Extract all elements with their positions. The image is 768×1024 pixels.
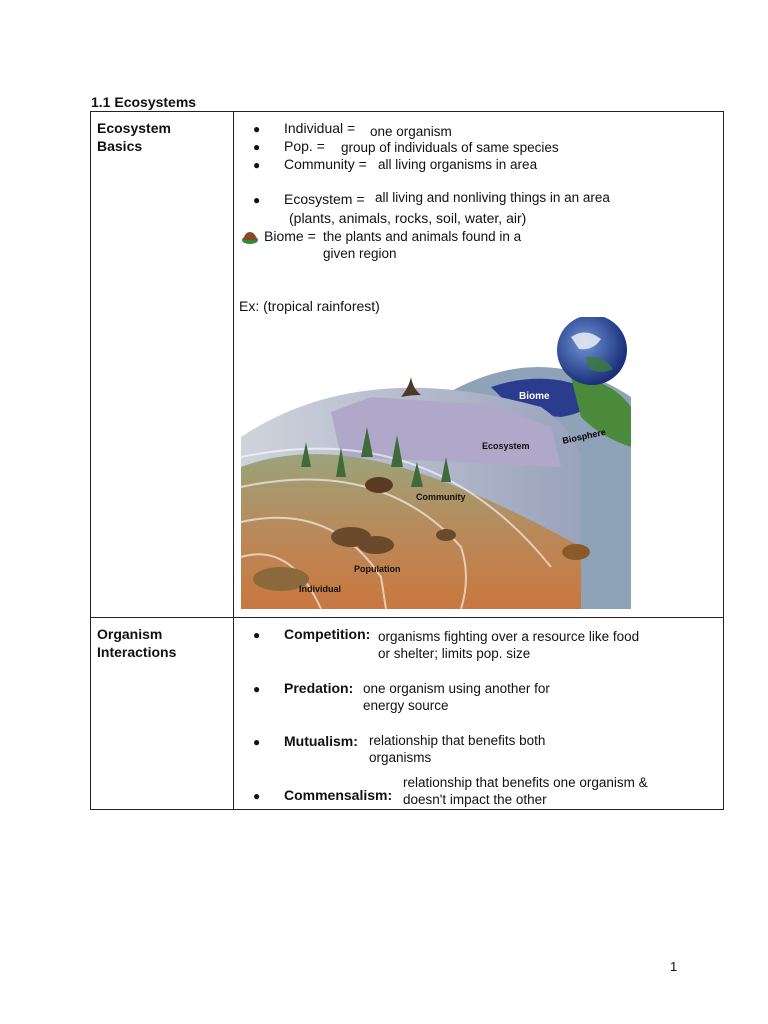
definition-commensalism-line2: doesn't impact the other xyxy=(403,792,547,807)
example-text: Ex: (tropical rainforest) xyxy=(239,298,380,314)
label-individual: Individual xyxy=(299,584,342,594)
label-biosphere: Biosphere xyxy=(561,426,607,446)
bullet-icon: ● xyxy=(253,193,261,207)
term-commensalism: Commensalism: xyxy=(284,787,393,803)
definition-competition: organisms fighting over a resource like food xyxy=(378,629,640,644)
definition-predation: one organism using another for xyxy=(363,681,550,696)
row-heading-line: Ecosystem xyxy=(97,120,171,136)
definition-biome: the plants and animals found in a xyxy=(323,229,522,244)
label-population: Population xyxy=(354,564,401,574)
row-heading-organism-interactions xyxy=(97,625,176,661)
term-individual: Individual = xyxy=(284,120,356,136)
term-ecosystem: Ecosystem = xyxy=(284,191,365,207)
label-ecosystem: Ecosystem xyxy=(482,441,530,451)
section-title: 1.1 Ecosystems xyxy=(91,94,197,110)
row-divider xyxy=(91,617,723,618)
bullet-icon: ● xyxy=(253,682,261,696)
term-population: Pop. = xyxy=(284,138,325,154)
definition-mutualism: relationship that benefits both xyxy=(369,733,546,748)
row-heading-line: Organism xyxy=(97,626,163,642)
notes-table xyxy=(90,111,724,810)
definition-ecosystem-line2: (plants, animals, rocks, soil, water, air) xyxy=(289,210,527,226)
definition-population: group of individuals of same species xyxy=(341,140,559,155)
bullet-icon: ● xyxy=(253,158,261,172)
bullet-icon: ● xyxy=(253,140,261,154)
biosphere-globe xyxy=(557,317,627,385)
label-community: Community xyxy=(416,492,466,502)
bullet-icon: ● xyxy=(253,735,261,749)
bullet-icon: ● xyxy=(253,628,261,642)
definition-competition-line2: or shelter; limits pop. size xyxy=(378,646,531,661)
row-heading-ecosystem-basics xyxy=(97,119,171,155)
term-community: Community = xyxy=(284,156,367,172)
definition-ecosystem: all living and nonliving things in an area xyxy=(375,190,610,205)
definition-biome-line2: given region xyxy=(323,246,397,261)
bullet-icon: ● xyxy=(253,122,261,136)
definition-individual: one organism xyxy=(370,124,452,139)
page-number: 1 xyxy=(670,959,678,974)
definition-commensalism: relationship that benefits one organism & xyxy=(403,775,648,790)
term-mutualism: Mutualism: xyxy=(284,733,358,749)
term-biome: Biome = xyxy=(264,228,316,244)
definition-predation-line2: energy source xyxy=(363,698,449,713)
label-biome: Biome xyxy=(519,391,550,402)
column-divider xyxy=(233,112,234,809)
definition-mutualism-line2: organisms xyxy=(369,750,432,765)
ecological-levels-figure xyxy=(241,317,631,609)
row-heading-line: Interactions xyxy=(97,644,177,660)
term-competition: Competition: xyxy=(284,626,371,642)
term-predation: Predation: xyxy=(284,680,354,696)
definition-community: all living organisms in area xyxy=(378,157,538,172)
row-heading-line: Basics xyxy=(97,138,143,154)
biome-icon xyxy=(241,230,259,244)
bullet-icon: ● xyxy=(253,789,261,803)
